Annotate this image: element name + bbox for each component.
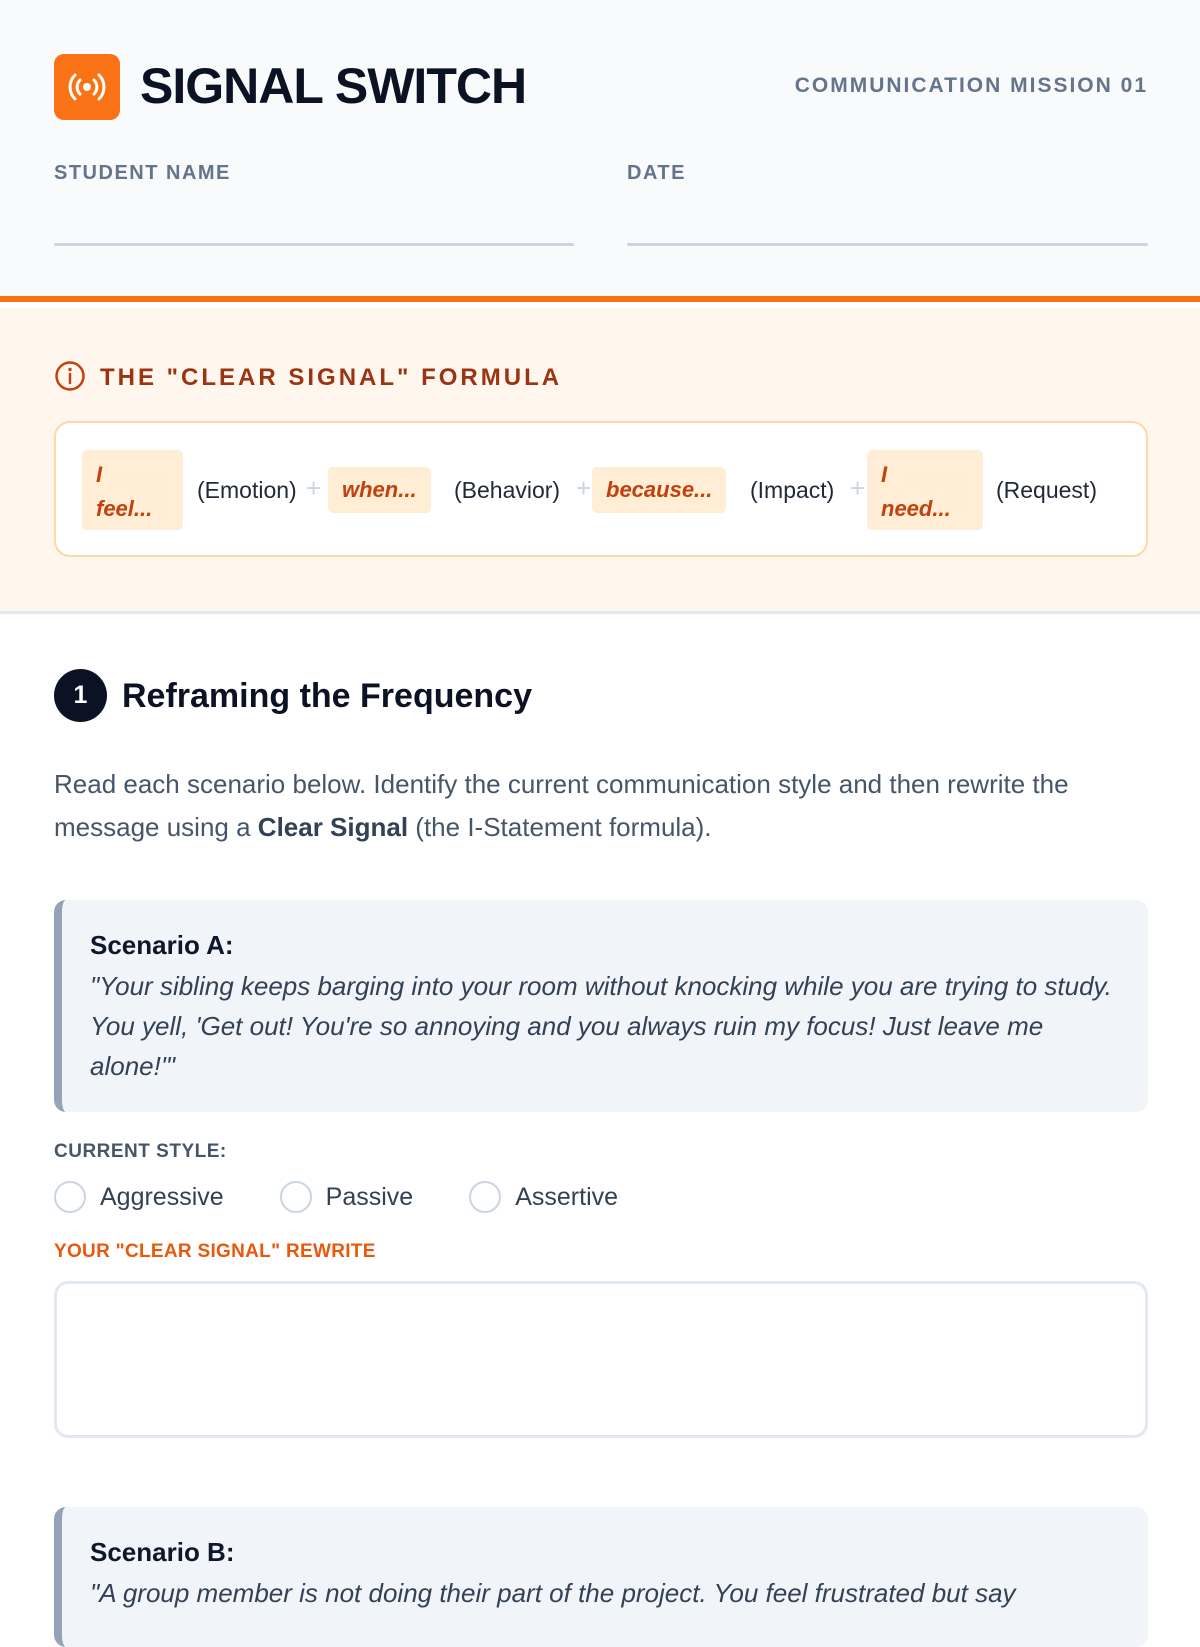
formula-label-impact: (Impact) <box>750 477 835 503</box>
broadcast-signal-icon <box>54 54 120 120</box>
radio-aggressive[interactable] <box>54 1181 86 1213</box>
section-reframing <box>0 617 1200 1608</box>
scenario-a-title: Scenario A: <box>90 930 234 960</box>
formula-plus: + <box>306 473 322 503</box>
section-instructions <box>54 763 1154 849</box>
formula-label-behavior: (Behavior) <box>454 477 561 503</box>
scenario-a-text: "Your sibling keeps barging into your room without knocking while you are trying to study. You yell, 'Get out! You're so annoying and you always ruin my focus! Just leave me alone!'" <box>90 971 1112 1081</box>
formula-chip-text: I feel... <box>96 462 153 521</box>
formula-chip-request <box>867 450 983 530</box>
formula-label-request: (Request) <box>996 477 1097 503</box>
formula-heading <box>54 362 562 394</box>
instructions-bold: Clear Signal <box>257 812 409 842</box>
formula-panel <box>0 308 1200 614</box>
date-label: DATE <box>627 162 686 184</box>
section-number-badge: 1 <box>54 669 107 722</box>
formula-plus: + <box>850 473 866 503</box>
instructions-text-end: (the I-Statement formula). <box>408 812 712 842</box>
worksheet-header <box>0 0 1200 302</box>
formula-chip-impact: because... <box>592 467 726 513</box>
formula-box <box>54 421 1148 557</box>
scenario-b-card <box>54 1507 1148 1647</box>
student-name-field[interactable] <box>54 243 574 246</box>
radio-assertive-label[interactable]: Assertive <box>515 1182 619 1211</box>
radio-assertive[interactable] <box>469 1181 501 1213</box>
scenario-b-title: Scenario B: <box>90 1537 235 1567</box>
formula-chip-behavior: when... <box>328 467 431 513</box>
rewrite-label: YOUR "CLEAR SIGNAL" REWRITE <box>54 1241 376 1262</box>
mission-label: COMMUNICATION MISSION 01 <box>794 74 1148 97</box>
info-icon <box>54 360 86 397</box>
rewrite-input[interactable] <box>54 1281 1148 1438</box>
formula-chip-text: I need... <box>881 462 951 521</box>
formula-title: THE "CLEAR SIGNAL" FORMULA <box>100 364 563 391</box>
instructions-text: Read each scenario below. Identify the current communication style and then rewrite the message using a <box>54 769 1069 842</box>
radio-aggressive-label[interactable]: Aggressive <box>100 1182 224 1211</box>
formula-label-emotion: (Emotion) <box>197 477 297 503</box>
student-name-label: STUDENT NAME <box>54 162 231 184</box>
section-title: Reframing the Frequency <box>122 677 532 715</box>
radio-passive-label[interactable]: Passive <box>325 1182 414 1211</box>
radio-passive[interactable] <box>280 1181 312 1213</box>
formula-chip-emotion <box>82 450 183 530</box>
current-style-label: CURRENT STYLE: <box>54 1141 227 1162</box>
scenario-a-card <box>54 900 1148 1112</box>
date-field[interactable] <box>627 243 1148 246</box>
brand-title: SIGNAL SWITCH <box>140 58 527 114</box>
formula-plus: + <box>576 473 592 503</box>
style-radio-group <box>54 1179 674 1215</box>
scenario-b-text: "A group member is not doing their part of the project. You feel frustrated but say <box>90 1578 1016 1608</box>
